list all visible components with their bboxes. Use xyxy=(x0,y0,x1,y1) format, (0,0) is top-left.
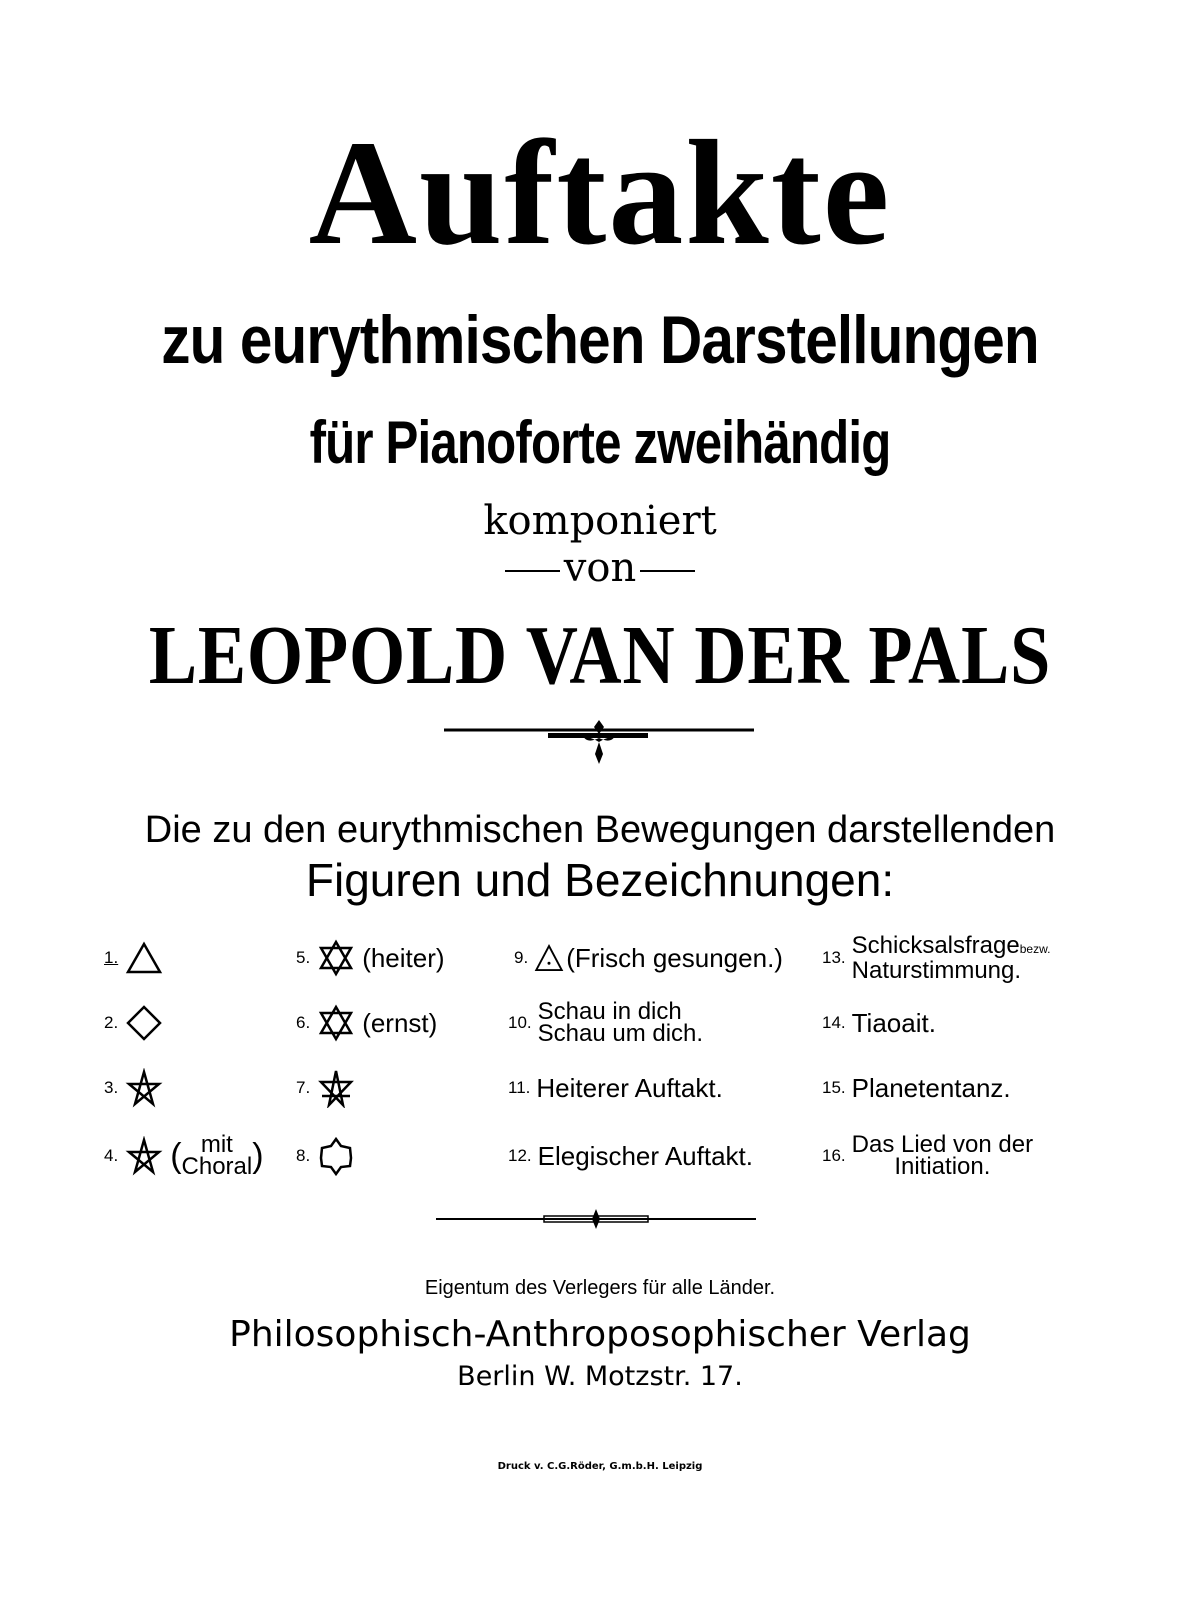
entry-number: 3. xyxy=(104,1078,119,1097)
legend-entry-3 xyxy=(104,1060,170,1116)
entry-text: Elegischer Auftakt. xyxy=(537,1140,753,1171)
legend-entry-1 xyxy=(80,930,170,986)
entry-text-line2: Schau um dich. xyxy=(537,1020,704,1047)
subtitle: zu eurythmischen Darstellungen xyxy=(161,302,1039,378)
entry-text: (ernst) xyxy=(362,1007,438,1038)
instrumentation: für Pianoforte zweihändig xyxy=(309,409,891,476)
entry-text: (heiter) xyxy=(362,942,445,973)
entry-number: 2. xyxy=(104,1013,119,1032)
entry-number: 12. xyxy=(508,1146,532,1165)
legend-intro: Die zu den eurythmischen Bewegungen darstellenden xyxy=(144,809,1056,851)
composer-name: LEOPOLD VAN DER PALS xyxy=(148,609,1052,702)
diamond-icon xyxy=(124,1003,164,1043)
composed-label: komponiert xyxy=(483,498,717,544)
legend-entry-8 xyxy=(296,1128,362,1184)
entry-number: 5. xyxy=(296,948,311,967)
entry-number: 11. xyxy=(508,1078,531,1097)
entry-number: 9. xyxy=(514,948,529,967)
legend-entry-15 xyxy=(822,1060,1011,1116)
hexagram-icon xyxy=(316,1003,356,1043)
entry-text-line2: Naturstimmung. xyxy=(851,956,1022,984)
ornament-divider-icon xyxy=(436,1205,756,1235)
legend-entry-13 xyxy=(822,930,1050,986)
entry-number: 4. xyxy=(104,1146,119,1165)
entry-text-line1: Schicksalsfrage xyxy=(851,931,1020,959)
entry-number: 14. xyxy=(822,1013,846,1032)
entry-number: 8. xyxy=(296,1146,311,1165)
hexagon-star-icon xyxy=(316,1136,356,1176)
entry-text: (Frisch gesungen.) xyxy=(566,942,783,973)
entry-number: 1. xyxy=(104,948,119,967)
entry-text-line1: Schau in dich xyxy=(537,998,682,1025)
legend-entry-12 xyxy=(508,1128,753,1184)
hexagram-icon xyxy=(316,938,356,978)
entry-number: 16. xyxy=(822,1146,846,1165)
legend-entry-16 xyxy=(822,1128,1033,1184)
entry-number: 15. xyxy=(822,1078,846,1097)
entry-number: 6. xyxy=(296,1013,311,1032)
pentagram-icon xyxy=(124,1136,164,1176)
publisher-name: Philosophisch-Anthroposophischer Verlag xyxy=(229,1314,971,1355)
ornament-divider-icon xyxy=(444,716,754,776)
legend-entry-7 xyxy=(296,1060,362,1116)
rule-right xyxy=(640,570,695,572)
legend-entry-9 xyxy=(514,930,783,986)
triangle-dot-icon xyxy=(534,943,564,973)
printer-credit: Druck v. C.G.Röder, G.m.b.H. Leipzig xyxy=(497,1461,703,1472)
legend-entry-4: 4. ( mit Choral ) xyxy=(104,1131,264,1180)
legend-heading: Figuren und Bezeichnungen: xyxy=(305,854,895,906)
entry-text-line1: Das Lied von der xyxy=(851,1131,1034,1158)
rule-left xyxy=(505,570,560,572)
entry-text-line2: Initiation. xyxy=(894,1153,991,1180)
entry-text-bottom: Choral xyxy=(181,1153,253,1180)
legend-entry-14 xyxy=(822,995,936,1051)
entry-text: Tiaoait. xyxy=(851,1007,936,1038)
rights-notice: Eigentum des Verlegers für alle Länder. xyxy=(424,1277,776,1299)
entry-number: 10. xyxy=(508,1013,532,1032)
entry-text: Planetentanz. xyxy=(851,1072,1011,1103)
page-title: Auftakte xyxy=(308,110,892,276)
entry-text-small: bezw. xyxy=(1019,941,1051,956)
legend-entry-6 xyxy=(296,995,437,1051)
publisher-address: Berlin W. Motzstr. 17. xyxy=(457,1361,743,1392)
legend-entry-11 xyxy=(508,1060,723,1116)
legend-entry-10 xyxy=(508,995,703,1051)
entry-number: 13. xyxy=(822,948,846,967)
pentagram-icon xyxy=(124,1068,164,1108)
by-line xyxy=(0,545,1200,591)
by-label: von xyxy=(563,545,637,591)
entry-text-top: mit xyxy=(200,1131,233,1158)
triangle-icon xyxy=(124,938,164,978)
entry-text: Heiterer Auftakt. xyxy=(536,1072,723,1103)
entry-number: 7. xyxy=(296,1078,311,1097)
star-icon xyxy=(316,1068,356,1108)
legend-entry-2 xyxy=(104,995,170,1051)
legend-entry-5 xyxy=(296,930,445,986)
